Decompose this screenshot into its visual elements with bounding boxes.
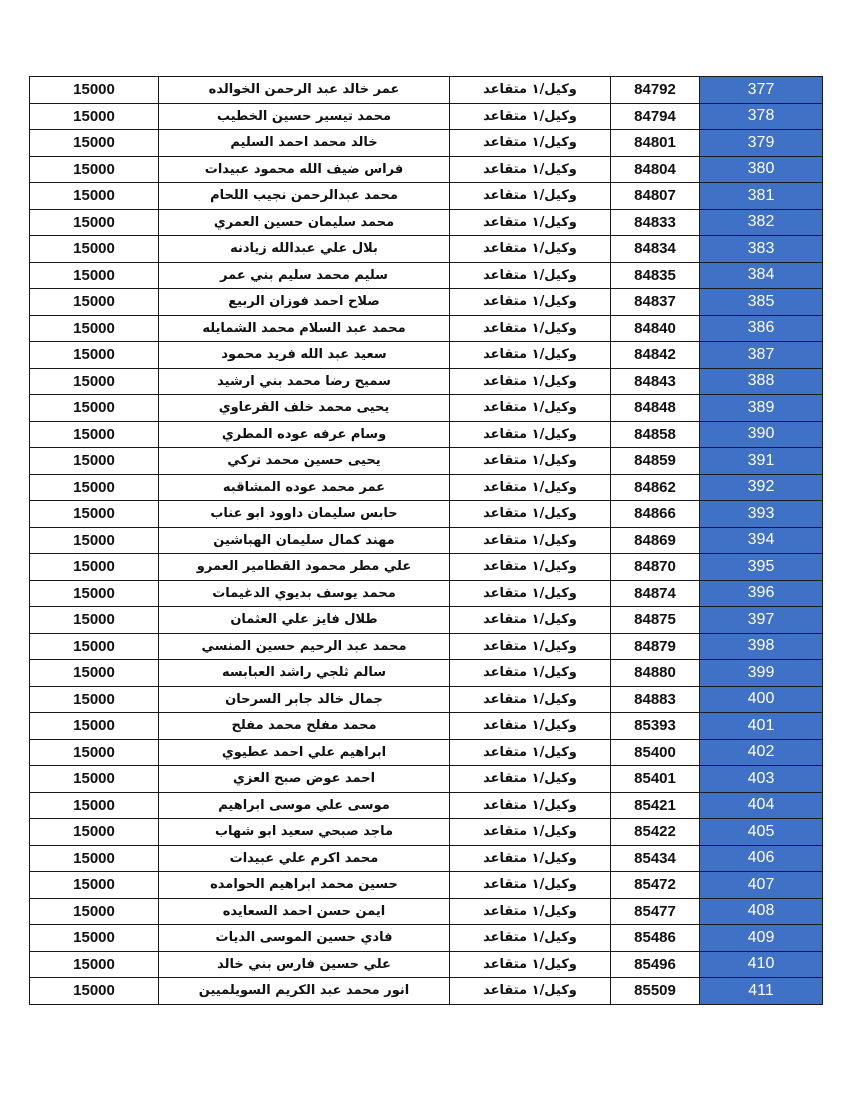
id-cell: 85393 [611,713,700,740]
table-row [30,209,823,236]
amount-cell: 15000 [30,395,159,422]
table-row [30,395,823,422]
roster-table [29,76,823,1005]
rank-cell: وكيل/١ متقاعد [450,315,611,342]
table-row [30,77,823,104]
index-cell: 406 [700,845,823,872]
id-cell: 84875 [611,607,700,634]
index-cell: 410 [700,951,823,978]
table-row [30,156,823,183]
amount-cell: 15000 [30,368,159,395]
table-row [30,819,823,846]
table-row [30,978,823,1005]
name-cell: بلال علي عبدالله زيادنه [159,236,450,263]
index-cell: 379 [700,130,823,157]
table-row [30,580,823,607]
id-cell: 84874 [611,580,700,607]
id-cell: 84837 [611,289,700,316]
amount-cell: 15000 [30,792,159,819]
name-cell: صلاح احمد فوزان الربيع [159,289,450,316]
amount-cell: 15000 [30,819,159,846]
id-cell: 85509 [611,978,700,1005]
index-cell: 391 [700,448,823,475]
rank-cell: وكيل/١ متقاعد [450,792,611,819]
name-cell: موسى علي موسى ابراهيم [159,792,450,819]
rank-cell: وكيل/١ متقاعد [450,183,611,210]
amount-cell: 15000 [30,448,159,475]
id-cell: 84883 [611,686,700,713]
id-cell: 85421 [611,792,700,819]
name-cell: يحيى محمد خلف القرعاوي [159,395,450,422]
rank-cell: وكيل/١ متقاعد [450,236,611,263]
rank-cell: وكيل/١ متقاعد [450,474,611,501]
index-cell: 401 [700,713,823,740]
rank-cell: وكيل/١ متقاعد [450,872,611,899]
rank-cell: وكيل/١ متقاعد [450,156,611,183]
index-cell: 408 [700,898,823,925]
rank-cell: وكيل/١ متقاعد [450,951,611,978]
amount-cell: 15000 [30,660,159,687]
name-cell: ماجد صبحي سعيد ابو شهاب [159,819,450,846]
amount-cell: 15000 [30,925,159,952]
table-row [30,421,823,448]
index-cell: 382 [700,209,823,236]
id-cell: 84842 [611,342,700,369]
amount-cell: 15000 [30,898,159,925]
name-cell: محمد مفلح محمد مفلح [159,713,450,740]
name-cell: احمد عوض صبح العزي [159,766,450,793]
name-cell: ايمن حسن احمد السعايده [159,898,450,925]
index-cell: 383 [700,236,823,263]
rank-cell: وكيل/١ متقاعد [450,368,611,395]
amount-cell: 15000 [30,554,159,581]
index-cell: 395 [700,554,823,581]
amount-cell: 15000 [30,845,159,872]
table-row [30,527,823,554]
rank-cell: وكيل/١ متقاعد [450,978,611,1005]
rank-cell: وكيل/١ متقاعد [450,103,611,130]
amount-cell: 15000 [30,236,159,263]
table-row [30,872,823,899]
index-cell: 388 [700,368,823,395]
rank-cell: وكيل/١ متقاعد [450,580,611,607]
index-cell: 411 [700,978,823,1005]
id-cell: 84792 [611,77,700,104]
amount-cell: 15000 [30,421,159,448]
id-cell: 84866 [611,501,700,528]
id-cell: 85477 [611,898,700,925]
index-cell: 380 [700,156,823,183]
index-cell: 384 [700,262,823,289]
amount-cell: 15000 [30,77,159,104]
table-row [30,474,823,501]
rank-cell: وكيل/١ متقاعد [450,845,611,872]
amount-cell: 15000 [30,315,159,342]
name-cell: محمد عبد الرحيم حسين المنسي [159,633,450,660]
amount-cell: 15000 [30,951,159,978]
id-cell: 84835 [611,262,700,289]
index-cell: 393 [700,501,823,528]
rank-cell: وكيل/١ متقاعد [450,554,611,581]
rank-cell: وكيل/١ متقاعد [450,448,611,475]
amount-cell: 15000 [30,766,159,793]
name-cell: عمر خالد عبد الرحمن الخوالده [159,77,450,104]
rank-cell: وكيل/١ متقاعد [450,713,611,740]
id-cell: 85401 [611,766,700,793]
index-cell: 409 [700,925,823,952]
index-cell: 394 [700,527,823,554]
id-cell: 84870 [611,554,700,581]
id-cell: 84794 [611,103,700,130]
name-cell: علي مطر محمود القطامير العمرو [159,554,450,581]
id-cell: 85472 [611,872,700,899]
index-cell: 392 [700,474,823,501]
amount-cell: 15000 [30,580,159,607]
index-cell: 398 [700,633,823,660]
amount-cell: 15000 [30,501,159,528]
table-row [30,660,823,687]
rank-cell: وكيل/١ متقاعد [450,766,611,793]
index-cell: 405 [700,819,823,846]
name-cell: سليم محمد سليم بني عمر [159,262,450,289]
rank-cell: وكيل/١ متقاعد [450,607,611,634]
table-row [30,448,823,475]
rank-cell: وكيل/١ متقاعد [450,395,611,422]
table-row [30,130,823,157]
table-row [30,739,823,766]
rank-cell: وكيل/١ متقاعد [450,289,611,316]
amount-cell: 15000 [30,289,159,316]
rank-cell: وكيل/١ متقاعد [450,925,611,952]
rank-cell: وكيل/١ متقاعد [450,130,611,157]
id-cell: 84859 [611,448,700,475]
id-cell: 85496 [611,951,700,978]
id-cell: 84862 [611,474,700,501]
table-row [30,262,823,289]
index-cell: 378 [700,103,823,130]
amount-cell: 15000 [30,156,159,183]
rank-cell: وكيل/١ متقاعد [450,527,611,554]
id-cell: 84833 [611,209,700,236]
name-cell: محمد اكرم علي عبيدات [159,845,450,872]
table-row [30,315,823,342]
name-cell: حابس سليمان داوود ابو عناب [159,501,450,528]
table-row [30,792,823,819]
amount-cell: 15000 [30,209,159,236]
name-cell: عمر محمد عوده المشاقبه [159,474,450,501]
table-row [30,368,823,395]
table-row [30,686,823,713]
table-row [30,342,823,369]
id-cell: 84807 [611,183,700,210]
index-cell: 397 [700,607,823,634]
id-cell: 84869 [611,527,700,554]
index-cell: 402 [700,739,823,766]
amount-cell: 15000 [30,130,159,157]
table-row [30,289,823,316]
index-cell: 377 [700,77,823,104]
amount-cell: 15000 [30,527,159,554]
amount-cell: 15000 [30,633,159,660]
amount-cell: 15000 [30,183,159,210]
table-row [30,713,823,740]
name-cell: خالد محمد احمد السليم [159,130,450,157]
index-cell: 389 [700,395,823,422]
table-row [30,236,823,263]
id-cell: 84848 [611,395,700,422]
name-cell: طلال فايز علي العثمان [159,607,450,634]
name-cell: محمد يوسف بديوي الدغيمات [159,580,450,607]
id-cell: 84834 [611,236,700,263]
table-row [30,766,823,793]
id-cell: 85486 [611,925,700,952]
id-cell: 84880 [611,660,700,687]
index-cell: 407 [700,872,823,899]
id-cell: 84843 [611,368,700,395]
rank-cell: وكيل/١ متقاعد [450,633,611,660]
amount-cell: 15000 [30,713,159,740]
rank-cell: وكيل/١ متقاعد [450,342,611,369]
amount-cell: 15000 [30,474,159,501]
rank-cell: وكيل/١ متقاعد [450,501,611,528]
name-cell: محمد عبد السلام محمد الشمايله [159,315,450,342]
amount-cell: 15000 [30,872,159,899]
name-cell: فراس ضيف الله محمود عبيدات [159,156,450,183]
name-cell: محمد عبدالرحمن نجيب اللحام [159,183,450,210]
rank-cell: وكيل/١ متقاعد [450,739,611,766]
id-cell: 84840 [611,315,700,342]
name-cell: انور محمد عبد الكريم السويلميين [159,978,450,1005]
table-row [30,951,823,978]
table-row [30,607,823,634]
table-row [30,501,823,528]
id-cell: 84801 [611,130,700,157]
index-cell: 403 [700,766,823,793]
table-row [30,925,823,952]
name-cell: مهند كمال سليمان الهباشين [159,527,450,554]
amount-cell: 15000 [30,686,159,713]
index-cell: 396 [700,580,823,607]
name-cell: فادي حسين الموسى الديات [159,925,450,952]
name-cell: علي حسين فارس بني خالد [159,951,450,978]
name-cell: جمال خالد جابر السرحان [159,686,450,713]
table-row [30,845,823,872]
table-row [30,183,823,210]
name-cell: سميح رضا محمد بني ارشيد [159,368,450,395]
name-cell: محمد تيسير حسين الخطيب [159,103,450,130]
rank-cell: وكيل/١ متقاعد [450,660,611,687]
index-cell: 390 [700,421,823,448]
index-cell: 399 [700,660,823,687]
id-cell: 84804 [611,156,700,183]
rank-cell: وكيل/١ متقاعد [450,819,611,846]
amount-cell: 15000 [30,342,159,369]
id-cell: 84858 [611,421,700,448]
rank-cell: وكيل/١ متقاعد [450,262,611,289]
table-row [30,103,823,130]
rank-cell: وكيل/١ متقاعد [450,686,611,713]
rank-cell: وكيل/١ متقاعد [450,209,611,236]
name-cell: محمد سليمان حسين العمري [159,209,450,236]
name-cell: حسين محمد ابراهيم الحوامده [159,872,450,899]
rank-cell: وكيل/١ متقاعد [450,77,611,104]
rank-cell: وكيل/١ متقاعد [450,898,611,925]
name-cell: وسام عرفه عوده المطري [159,421,450,448]
table-row [30,633,823,660]
index-cell: 387 [700,342,823,369]
id-cell: 84879 [611,633,700,660]
id-cell: 85400 [611,739,700,766]
table-row [30,554,823,581]
amount-cell: 15000 [30,103,159,130]
name-cell: سعيد عبد الله فريد محمود [159,342,450,369]
roster-table-body [30,77,823,1005]
amount-cell: 15000 [30,262,159,289]
name-cell: سالم ثلجي راشد العبابسه [159,660,450,687]
name-cell: يحيى حسين محمد تركي [159,448,450,475]
id-cell: 85434 [611,845,700,872]
index-cell: 386 [700,315,823,342]
index-cell: 404 [700,792,823,819]
name-cell: ابراهيم علي احمد عطيوي [159,739,450,766]
index-cell: 385 [700,289,823,316]
table-row [30,898,823,925]
id-cell: 85422 [611,819,700,846]
index-cell: 381 [700,183,823,210]
amount-cell: 15000 [30,978,159,1005]
index-cell: 400 [700,686,823,713]
amount-cell: 15000 [30,607,159,634]
rank-cell: وكيل/١ متقاعد [450,421,611,448]
amount-cell: 15000 [30,739,159,766]
